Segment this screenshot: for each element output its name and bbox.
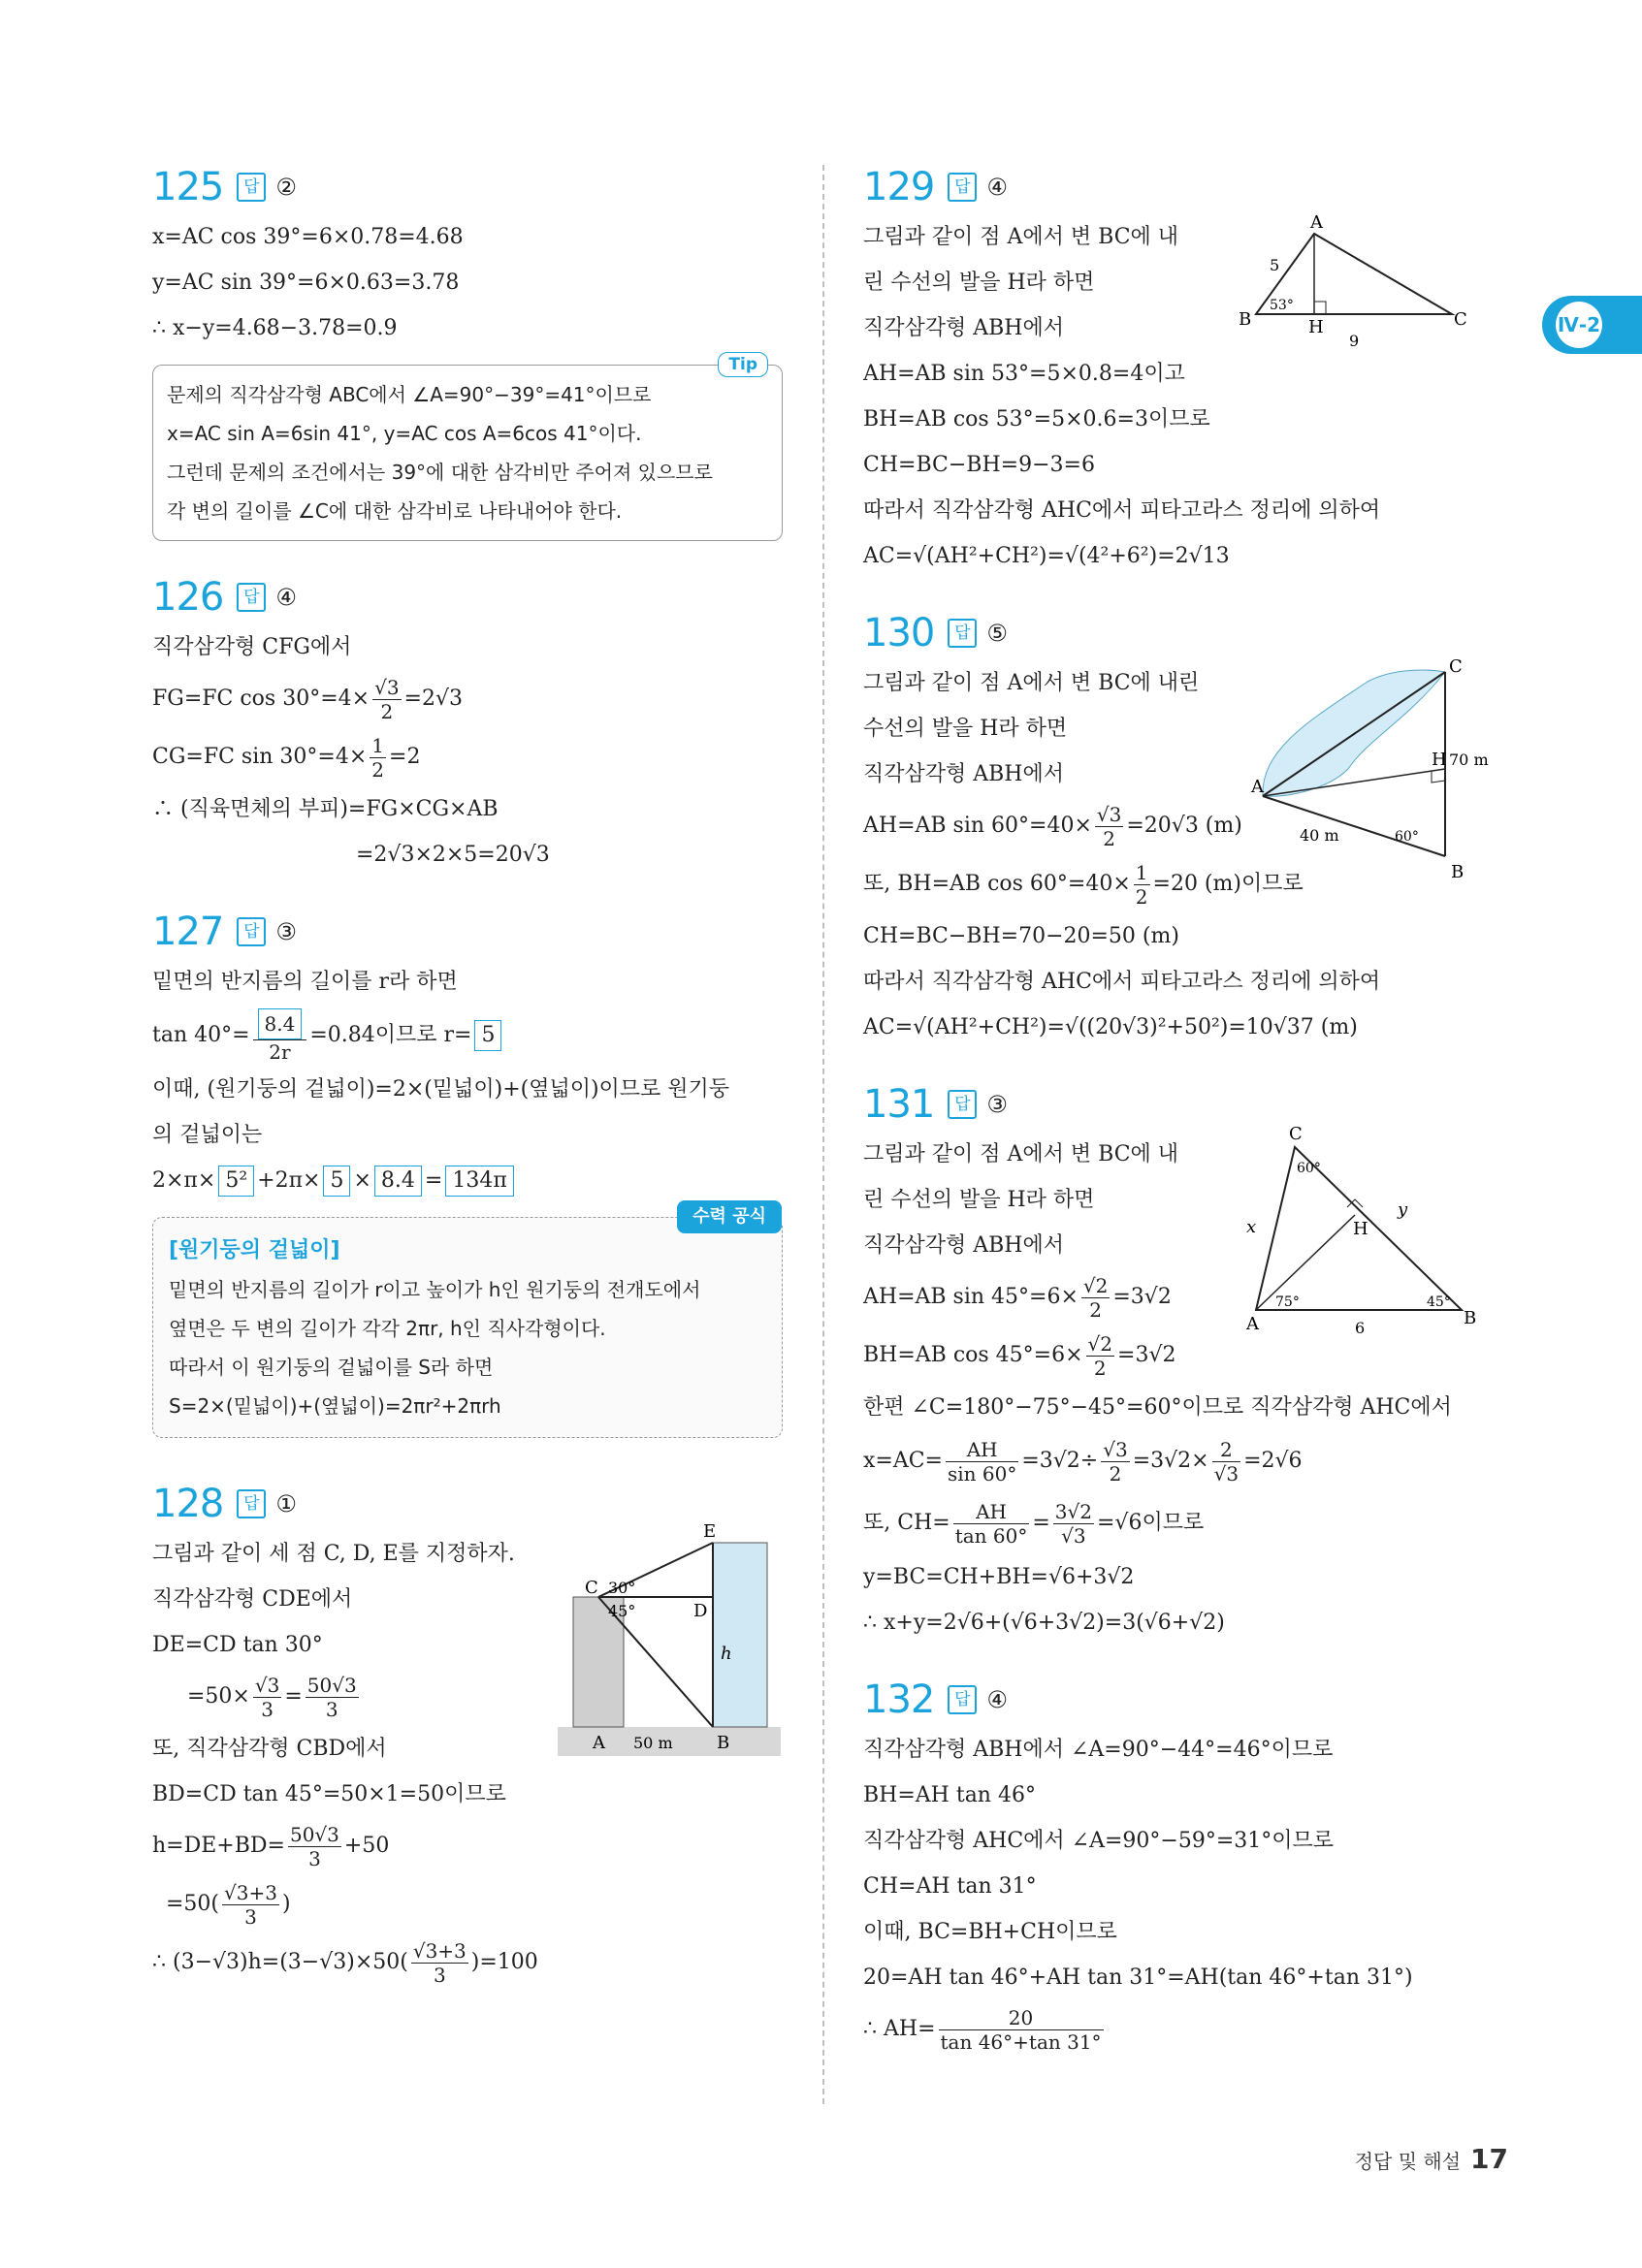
chapter-tab-label: Ⅳ-2 <box>1556 302 1602 348</box>
solution-line: 2×π× 5² +2π× 5 × 8.4 = 134π <box>152 1158 783 1203</box>
side-y: y <box>1398 1199 1408 1220</box>
label-h: H <box>1432 750 1447 770</box>
solution-line: =50× $\frac{√3}{3}$ = $\frac{50√3}{3}$ <box>187 1673 357 1721</box>
solution-line: 이때, BC=BH+CH이므로 <box>863 1920 1117 1944</box>
solution-line: 직각삼각형 ABH에서 ∠A=90°−44°=46°이므로 <box>863 1738 1334 1762</box>
solution-line: 수선의 발을 H라 하면 <box>863 717 1068 741</box>
solution-line: x=AC= $\frac{AH}{\sin 60^\circ}$ =3√2÷ $\frac{√3}{2}$ =3√2× $\frac{2}{√3}$ =2√6 <box>863 1437 1303 1485</box>
formula-title: [원기둥의 겉넓이] <box>169 1238 340 1262</box>
problem-number: 126 <box>152 575 224 620</box>
side-bc: 70 m <box>1449 751 1489 769</box>
label-h: H <box>1308 317 1324 337</box>
label-c: C <box>1289 1124 1303 1144</box>
solution-line: y=AC sin 39°=6×0.63=3.78 <box>152 271 460 295</box>
solution-line: tan 40°= $\frac{8.4}{2r}$ =0.84이므로 r= 5 <box>152 1005 783 1067</box>
solution-line: 한편 ∠C=180°−75°−45°=60°이므로 직각삼각형 AHC에서 <box>863 1395 1452 1420</box>
label-h: H <box>1353 1219 1368 1239</box>
problem-125 <box>152 160 783 541</box>
solution-line: BD=CD tan 45°=50×1=50이므로 <box>152 1782 506 1806</box>
formula-box <box>152 1206 783 1438</box>
right-angle-mark <box>1314 302 1326 314</box>
solution-line: x=AC cos 39°=6×0.78=4.68 <box>152 225 464 249</box>
blank-box: 134π <box>445 1166 513 1197</box>
tip-line: 각 변의 길이를 ∠C에 대한 삼각비로 나타내어야 한다. <box>167 499 623 523</box>
blank-box: 8.4 <box>258 1008 303 1039</box>
formula-line: S=2×(밑넓이)+(옆넓이)=2πr²+2πrh <box>169 1394 501 1418</box>
solution-line: AH=AB sin 53°=5×0.8=4이고 <box>863 362 1185 386</box>
solution-line: 그림과 같이 점 A에서 변 BC에 내 <box>863 225 1179 249</box>
answer-badge: 답 <box>948 1685 977 1714</box>
side-bc: 9 <box>1349 332 1360 350</box>
answer-badge: 답 <box>237 173 266 202</box>
solution-line: AH=AB sin 45°=6× $\frac{√2}{2}$ =3√2 <box>863 1273 1172 1322</box>
solution-line: 따라서 직각삼각형 AHC에서 피타고라스 정리에 의하여 <box>863 498 1381 523</box>
triangle-figure-131 <box>1246 1126 1479 1349</box>
blank-box: 8.4 <box>374 1166 422 1197</box>
blank-box: 5 <box>474 1020 501 1051</box>
solution-line: AH=AB sin 60°=40× $\frac{√3}{2}$ =20√3 (m) <box>863 802 1242 850</box>
solution-line: 그림과 같이 세 점 C, D, E를 지정하자. <box>152 1542 515 1566</box>
answer-choice: ③ <box>275 918 297 945</box>
answer-choice: ④ <box>986 1686 1008 1713</box>
blank-box: 5 <box>323 1166 350 1197</box>
solution-line: 그림과 같이 점 A에서 변 BC에 내 <box>863 1142 1179 1166</box>
blank-box: 5² <box>218 1166 254 1197</box>
solution-line: 린 수선의 발을 H라 하면 <box>863 1188 1095 1212</box>
angle-b: 60° <box>1395 829 1419 845</box>
formula-tag: 수력 공식 <box>677 1200 782 1233</box>
footer-label: 정답 및 해설 <box>1354 2150 1462 2173</box>
side-ab: 5 <box>1270 256 1280 274</box>
right-angle-mark <box>1432 771 1445 783</box>
answer-badge: 답 <box>237 917 266 946</box>
problem-number: 128 <box>152 1482 224 1526</box>
solution-line: 린 수선의 발을 H라 하면 <box>863 271 1095 295</box>
right-column <box>863 160 1489 2086</box>
problem-130 <box>863 606 1489 1050</box>
right-building <box>713 1543 767 1727</box>
answer-choice: ① <box>275 1490 297 1517</box>
solution-line: 20=AH tan 46°+AH tan 31°=AH(tan 46°+tan 31°) <box>863 1965 1413 1990</box>
formula-line: 옆면은 두 변의 길이가 각각 2πr, h인 직사각형이다. <box>169 1317 606 1340</box>
problem-number: 131 <box>863 1082 935 1127</box>
solution-line: 또, BH=AB cos 60°=40× $\frac{1}{2}$ =20 (m)이므로 <box>863 860 1304 909</box>
answer-badge: 답 <box>237 1489 266 1518</box>
label-c: C <box>1449 656 1463 677</box>
solution-line: AC=√(AH²+CH²)=√(4²+6²)=2√13 <box>863 544 1230 568</box>
angle-b: 53° <box>1270 298 1294 313</box>
triangle-figure-130 <box>1251 656 1489 895</box>
solution-line: CG=FC sin 30°=4× $\frac{1}{2}$ =2 <box>152 733 421 782</box>
label-a: A <box>593 1733 605 1753</box>
label-a: A <box>1251 777 1264 797</box>
answer-badge: 답 <box>948 173 977 202</box>
solution-line: 직각삼각형 ABH에서 <box>863 1233 1064 1258</box>
solution-line: 직각삼각형 ABH에서 <box>863 316 1064 340</box>
label-a: A <box>1310 212 1323 233</box>
problem-132 <box>863 1673 1484 2059</box>
angle-b: 45° <box>1427 1294 1451 1310</box>
page-number: 17 <box>1470 2143 1508 2175</box>
label-b: B <box>717 1733 730 1753</box>
problem-number: 127 <box>152 910 224 954</box>
line-ab <box>1263 796 1445 856</box>
problem-128 <box>152 1477 783 1992</box>
column-divider <box>822 165 824 2104</box>
solution-line: 이때, (원기둥의 겉넓이)=2×(밑넓이)+(옆넓이)이므로 원기둥 <box>152 1077 730 1102</box>
solution-line: 직각삼각형 CDE에서 <box>152 1587 353 1612</box>
solution-line: ∴ (직육면체의 부피)=FG×CG×AB <box>152 797 499 821</box>
answer-choice: ④ <box>275 584 297 611</box>
building-figure <box>558 1523 781 1756</box>
angle-45: 45° <box>608 1602 636 1620</box>
solution-line: ∴ x−y=4.68−3.78=0.9 <box>152 316 398 340</box>
problem-number: 130 <box>863 611 935 655</box>
solution-line: =2√3×2×5=20√3 <box>356 843 550 867</box>
problem-number: 129 <box>863 165 935 209</box>
solution-line: AC=√(AH²+CH²)=√((20√3)²+50²)=10√37 (m) <box>863 1015 1358 1039</box>
label-c: C <box>585 1578 598 1598</box>
problem-126 <box>152 570 783 878</box>
solution-line: 직각삼각형 AHC에서 ∠A=90°−59°=31°이므로 <box>863 1829 1335 1853</box>
solution-line: ∴ x+y=2√6+(√6+3√2)=3(√6+√2) <box>863 1611 1225 1635</box>
side-x: x <box>1246 1217 1257 1237</box>
solution-line: 그림과 같이 점 A에서 변 BC에 내린 <box>863 671 1200 695</box>
problem-number: 132 <box>863 1677 935 1722</box>
solution-line: 밑면의 반지름의 길이를 r라 하면 <box>152 970 458 994</box>
angle-a: 75° <box>1275 1294 1300 1310</box>
answer-badge: 답 <box>237 583 266 612</box>
angle-30: 30° <box>608 1579 636 1597</box>
side-ab: 6 <box>1355 1319 1366 1337</box>
solution-line: =50( $\frac{√3+3}{3}$ ) <box>166 1880 291 1929</box>
solution-line: BH=AB cos 53°=5×0.6=3이므로 <box>863 407 1210 431</box>
solution-line: BH=AB cos 45°=6× $\frac{√2}{2}$ =3√2 <box>863 1331 1176 1380</box>
solution-line: 따라서 직각삼각형 AHC에서 피타고라스 정리에 의하여 <box>863 970 1381 994</box>
label-e: E <box>703 1521 717 1542</box>
tip-line: 문제의 직각삼각형 ABC에서 ∠A=90°−39°=41°이므로 <box>167 383 652 406</box>
distance-label: 50 m <box>633 1734 673 1752</box>
label-d: D <box>693 1601 708 1621</box>
answer-badge: 답 <box>948 619 977 648</box>
answer-choice: ② <box>275 174 297 201</box>
solution-line: y=BC=CH+BH=√6+3√2 <box>863 1565 1135 1589</box>
problem-131 <box>863 1077 1484 1645</box>
solution-line: 또, 직각삼각형 CBD에서 <box>152 1737 387 1761</box>
solution-line: 직각삼각형 ABH에서 <box>863 762 1064 786</box>
solution-line: 의 겉넓이는 <box>152 1123 263 1147</box>
label-h: h <box>721 1644 732 1664</box>
label-c: C <box>1454 309 1467 330</box>
angle-c: 60° <box>1297 1161 1321 1176</box>
solution-line: 직각삼각형 CFG에서 <box>152 635 352 659</box>
solution-line: h=DE+BD= $\frac{50√3}{3}$ +50 <box>152 1822 390 1870</box>
tip-line: x=AC sin A=6sin 41°, y=AC cos A=6cos 41°이다. <box>167 422 642 445</box>
solution-line: ∴ (3−√3)h=(3−√3)×50( $\frac{√3+3}{3}$ )=100 <box>152 1938 538 1987</box>
problem-number: 125 <box>152 165 224 209</box>
answer-choice: ④ <box>986 174 1008 201</box>
solution-line: CH=AH tan 31° <box>863 1874 1037 1899</box>
problem-127 <box>152 905 783 1438</box>
tip-tag: Tip <box>718 352 768 377</box>
side-ab: 40 m <box>1300 826 1339 845</box>
tip-line: 그런데 문제의 조건에서는 39°에 대한 삼각비만 주어져 있으므로 <box>167 461 713 484</box>
solution-line: 또, CH= $\frac{AH}{\tan 60^\circ}$ = $\frac{3√2}{√3}$ =√6이므로 <box>863 1499 1205 1548</box>
solution-line: BH=AH tan 46° <box>863 1783 1036 1807</box>
solution-line: DE=CD tan 30° <box>152 1633 323 1657</box>
tip-box <box>152 355 783 541</box>
answer-badge: 답 <box>948 1090 977 1119</box>
solution-line: ∴ AH= $\frac{20}{\tan 46^\circ+\tan 31^\circ}$ <box>863 2005 1102 2054</box>
triangle-figure-129 <box>1237 212 1469 348</box>
page-footer <box>1355 2143 1508 2175</box>
solution-line: CH=BC−BH=9−3=6 <box>863 453 1095 477</box>
solution-line: CH=BC−BH=70−20=50 (m) <box>863 924 1179 948</box>
label-b: B <box>1451 862 1465 882</box>
formula-line: 밑면의 반지름의 길이가 r이고 높이가 h인 원기둥의 전개도에서 <box>169 1278 701 1301</box>
label-b: B <box>1464 1308 1477 1328</box>
left-column <box>152 160 783 2019</box>
label-b: B <box>1239 309 1252 330</box>
chapter-tab <box>1542 296 1642 354</box>
solution-line: FG=FC cos 30°=4× $\frac{√3}{2}$ =2√3 <box>152 675 463 723</box>
answer-choice: ⑤ <box>986 620 1008 647</box>
formula-line: 따라서 이 원기둥의 겉넓이를 S라 하면 <box>169 1356 494 1379</box>
problem-129 <box>863 160 1484 579</box>
answer-choice: ③ <box>986 1091 1008 1118</box>
altitude-ah <box>1256 1215 1355 1310</box>
label-a: A <box>1246 1314 1259 1334</box>
